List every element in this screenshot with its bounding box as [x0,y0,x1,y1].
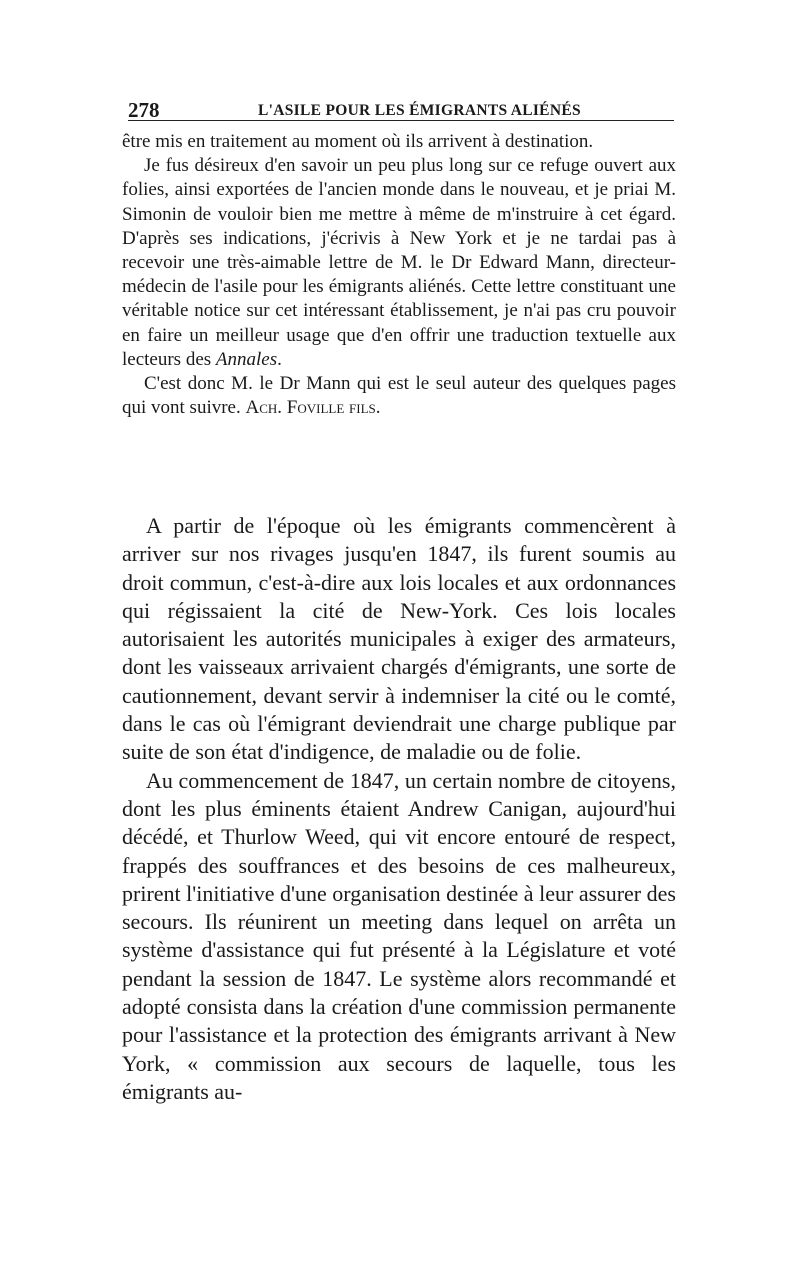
introductory-note [122,130,676,420]
journal-title: Annales [215,348,278,370]
intro-paragraph-3-text: C'est donc M. le Dr Mann qui est le seul auteur des quelques pages qui vont suivre. [122,373,676,419]
running-head: L'ASILE POUR LES ÉMIGRANTS ALIÉNÉS [258,102,581,119]
page-number: 278 [128,98,160,122]
intro-paragraph-2 [122,154,676,372]
body-paragraph-1: A partir de l'époque où les émigrants commencèrent à arriver sur nos rivages jusqu'en 1847, ils furent soumis au droit commun, c'est-à-dire aux lois locales et aux ordonnances qui régissaient la cité de New-York. Ces lois locales autorisaient les autorités municipales à exiger des armateurs, dont les vaisseaux arrivaient chargés d'émigrants, une sorte de cautionnement, devant servir à indemniser la cité ou le comté, dans le cas où l'émigrant deviendrait une charge publique par suite de son état d'indigence, de maladie ou de folie. [122,513,676,765]
signature: Ach. Foville fils. [245,397,381,419]
intro-paragraph-3 [122,372,676,420]
intro-paragraph-1: être mis en traitement au moment où ils arrivent à destination. [122,131,594,152]
page-header [128,98,674,121]
intro-paragraph-2-end: . [277,348,282,370]
body-paragraph-2: Au commencement de 1847, un certain nombre de citoyens, dont les plus éminents étaient Andrew Canigan, aujourd'hui décédé, et Thurlow Weed, qui vit encore entouré de respect, frappés des souffrances et des besoins de ces malheureux, prirent l'initiative d'une organisation destinée à leur assurer des secours. Ils réunirent un meeting dans lequel on arrêta un système d'assistance qui fut présenté à la Législature et voté pendant la session de 1847. Le système alors recommandé et adopté consista dans la création d'une commission permanente pour l'assistance et la protection des émigrants arrivant à New York, « commission aux secours de laquelle, tous les émigrants au- [122,767,676,1104]
intro-paragraph-2-text: Je fus désireux d'en savoir un peu plus long sur ce refuge ouvert aux folies, ainsi exportées de l'ancien monde dans le nouveau, et je priai M. Simonin de vouloir bien me mettre à même de m'instruire à cet égard. D'après ses indications, j'écrivis à New York et je ne tardai pas à recevoir une très-aimable lettre de M. le Dr Edward Mann, directeur-médecin de l'asile pour les émigrants aliénés. Cette lettre constituant une véritable notice sur cet intéressant établissement, je n'ai pas cru pouvoir en faire un meilleur usage que d'en offrir une traduction textuelle aux lecteurs des [122,155,676,370]
main-text [122,512,676,1106]
